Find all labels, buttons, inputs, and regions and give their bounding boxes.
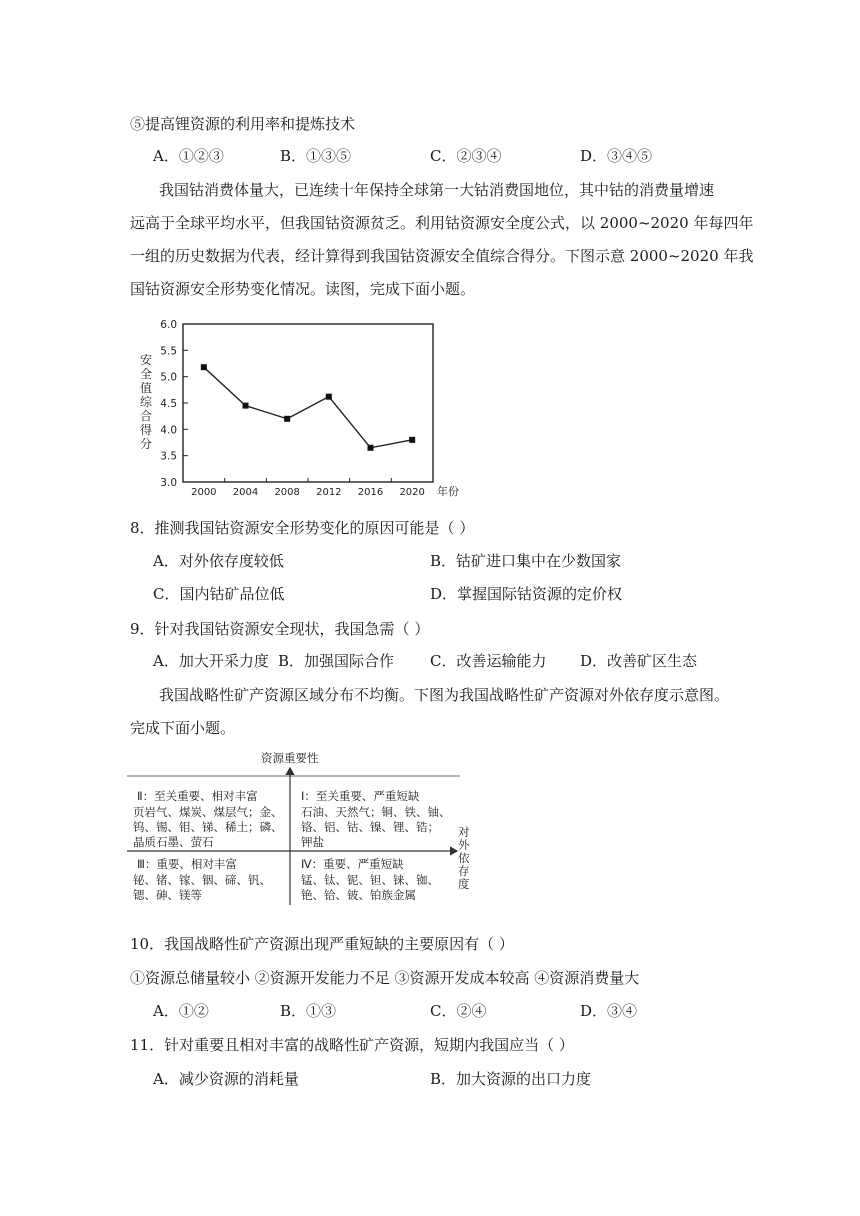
q10-option-d: D．③④	[580, 1002, 638, 1020]
quadrant-4-title: Ⅳ：重要、严重短缺	[301, 857, 404, 871]
q8-option-a: A．对外依存度较低	[153, 552, 284, 570]
passage1-line-2: 远高于全球平均水平，但我国钴资源贫乏。利用钴资源安全度公式，以 2000~2020 年每四年	[130, 214, 754, 232]
dependency-quadrant-diagram	[125, 748, 475, 910]
x-axis-label: 年份	[437, 485, 459, 498]
quadrant-2-title: Ⅱ：至关重要、相对丰富	[137, 789, 258, 803]
y-tick-label: 5.5	[160, 345, 177, 358]
y-axis-label-char: 合	[140, 409, 153, 423]
passage1-line-1: 我国钴消费体量大，已连续十年保持全球第一大钴消费国地位，其中钴的消费量增速	[159, 181, 715, 199]
quadrant-2-line-1: 页岩气、煤炭、煤层气；金、	[133, 805, 283, 819]
passage2-line-2: 完成下面小题。	[130, 719, 236, 737]
y-tick-label: 3.5	[160, 450, 177, 463]
cobalt-security-line-chart	[130, 312, 480, 502]
series-line	[204, 367, 412, 448]
passage1-line-4: 国钴资源安全形势变化情况。读图，完成下面小题。	[130, 280, 476, 298]
x-tick-label: 2004	[232, 487, 259, 498]
x-tick-label: 2016	[357, 487, 384, 498]
q11-stem: 11．针对重要且相对丰富的战略性矿产资源，短期内我国应当（ ）	[130, 1036, 574, 1054]
quadrant-2-line-2: 钨、锡、钼、锑、稀土；磷、	[133, 820, 283, 834]
quadrant-4-line-2: 铯、铪、铍、铂族金属	[301, 888, 416, 902]
q8-stem: 8．推测我国钴资源安全形势变化的原因可能是（ ）	[130, 519, 475, 537]
passage1-line-3: 一组的历史数据为代表，经计算得到我国钴资源安全值综合得分。下图示意 2000~2020 年我	[130, 247, 754, 265]
y-axis-label-char: 安	[140, 353, 153, 367]
quadrant-4-line-1: 锰、钛、铌、钽、铼、铷、	[301, 873, 439, 887]
y-axis-label-char: 得	[140, 423, 153, 437]
q10-option-a: A．①②	[153, 1002, 209, 1020]
quadrant-1-line-1: 石油、天然气；铜、铁、铀、	[301, 805, 451, 819]
y-axis-title: 资源重要性	[261, 751, 319, 765]
q9-option-d: D．改善矿区生态	[580, 652, 698, 670]
x-axis-title	[458, 825, 470, 891]
q10-option-c: C．②④	[430, 1002, 487, 1020]
quadrant-1-title: Ⅰ：至关重要、严重短缺	[301, 789, 420, 803]
passage2-line-1: 我国战略性矿产资源区域分布不均衡。下图为我国战略性矿产资源对外依存度示意图。	[159, 686, 730, 704]
data-point	[368, 445, 374, 451]
q7-option-c: C．②③④	[430, 147, 502, 165]
q9-stem: 9．针对我国钴资源安全现状，我国急需（ ）	[130, 620, 430, 638]
x-tick-label: 2000	[191, 487, 217, 498]
x-axis-title-char: 外	[458, 838, 470, 852]
y-tick-label: 3.0	[160, 477, 177, 489]
q10-option-b: B．①③	[280, 1002, 337, 1020]
y-axis-label-char: 分	[140, 437, 153, 451]
y-axis-label-char: 值	[140, 381, 153, 395]
quadrant-1-line-3: 钾盐	[301, 835, 324, 849]
quadrant-1-line-2: 铬、铝、钴、镍、锂、锆；	[301, 820, 439, 834]
q8-option-d: D．掌握国际钴资源的定价权	[430, 585, 623, 603]
q10-stem: 10．我国战略性矿产资源出现严重短缺的主要原因有（ ）	[130, 935, 514, 953]
data-point	[243, 403, 249, 409]
chart-plot-frame	[183, 324, 433, 482]
y-tick-label: 6.0	[160, 319, 177, 331]
q9-option-b: B．加强国际合作	[278, 652, 395, 670]
q7-option-d: D．③④⑤	[580, 147, 653, 165]
y-tick-label: 5.0	[160, 371, 177, 384]
y-tick-label: 4.5	[160, 398, 177, 410]
y-axis-label	[140, 352, 153, 451]
q8-option-b: B．钴矿进口集中在少数国家	[430, 552, 622, 570]
y-tick-label: 4.0	[160, 424, 177, 437]
y-axis-label-char: 全	[140, 367, 153, 381]
y-axis-label-char: 综	[140, 395, 153, 409]
q7-option-b: B．①③⑤	[280, 147, 352, 165]
data-point	[284, 416, 290, 422]
q8-option-c: C．国内钴矿品位低	[153, 585, 285, 603]
x-tick-label: 2012	[316, 487, 342, 498]
x-axis-title-char: 存	[458, 864, 470, 878]
data-point	[201, 364, 207, 370]
q9-option-a: A．加大开采力度	[153, 652, 269, 670]
x-axis-title-char: 依	[458, 851, 470, 865]
quadrant-3-line-1: 铋、锗、镓、铟、碲、钒、	[133, 873, 271, 887]
x-tick-label: 2008	[274, 487, 300, 498]
q10-items: ①资源总储量较小 ②资源开发能力不足 ③资源开发成本较高 ④资源消费量大	[130, 969, 640, 987]
quadrant-2-line-3: 晶质石墨、萤石	[133, 835, 214, 849]
quadrant-3-line-2: 锶、砷、镁等	[133, 888, 202, 902]
q11-option-b: B．加大资源的出口力度	[430, 1070, 592, 1088]
q11-option-a: A．减少资源的消耗量	[153, 1070, 299, 1088]
option-item-5: ⑤提高锂资源的利用率和提炼技术	[130, 115, 356, 133]
x-axis-title-char: 度	[458, 877, 470, 891]
data-point	[326, 394, 332, 400]
x-tick-label: 2020	[399, 487, 425, 498]
quadrant-3-title: Ⅲ：重要、相对丰富	[137, 857, 237, 871]
q7-option-a: A．①②③	[153, 147, 224, 165]
data-point	[409, 437, 415, 443]
x-axis-title-char: 对	[458, 825, 470, 839]
q9-option-c: C．改善运输能力	[430, 652, 547, 670]
